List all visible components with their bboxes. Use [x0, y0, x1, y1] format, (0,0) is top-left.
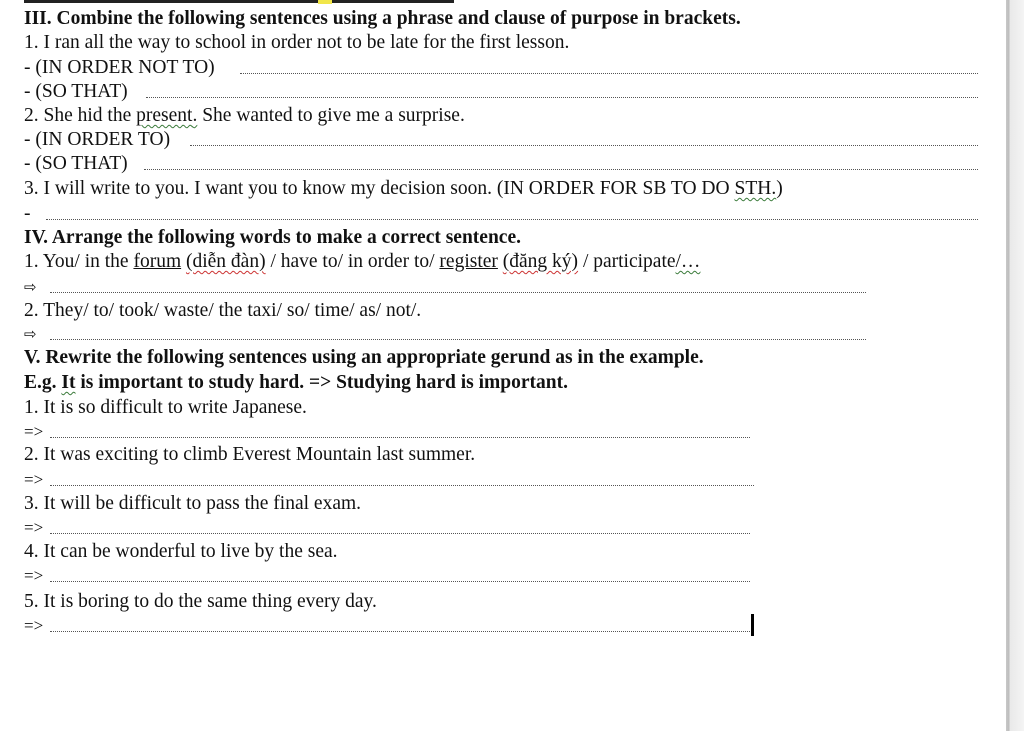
q3-text-end: )	[776, 178, 783, 199]
answer-line[interactable]	[50, 485, 754, 486]
grammar-flagged-word: It	[61, 372, 76, 393]
spelling-flagged-vietnamese: (đăng ký)	[502, 251, 579, 272]
text-cursor	[751, 614, 754, 636]
answer-line[interactable]	[144, 169, 978, 170]
underlined-word-forum: forum	[133, 251, 182, 272]
answer-line[interactable]	[240, 73, 978, 74]
answer-line[interactable]	[190, 145, 978, 146]
s5-question: 5. It is boring to do the same thing every day.	[24, 591, 377, 612]
s3-q1-option-a-label: - (IN ORDER NOT TO)	[24, 57, 215, 78]
section-5-heading: V. Rewrite the following sentences using an appropriate gerund as in the example.	[24, 347, 704, 368]
s5-question: 3. It will be difficult to pass the final exam.	[24, 493, 362, 514]
s5-example	[24, 371, 568, 395]
s5-question: 2. It was exciting to climb Everest Mountain last summer.	[24, 444, 476, 465]
answer-line[interactable]	[50, 581, 750, 582]
s3-question-1: 1. I ran all the way to school in order not to be late for the first lesson.	[24, 32, 570, 53]
grammar-flagged-word: present	[136, 105, 193, 126]
answer-line[interactable]	[146, 97, 978, 98]
section-4-heading: IV. Arrange the following words to make a correct sentence.	[24, 227, 521, 248]
s3-question-3	[24, 177, 783, 201]
example-text: is important to study hard. => Studying hard is important.	[75, 372, 568, 393]
section-3-heading: III. Combine the following sentences using a phrase and clause of purpose in brackets.	[24, 8, 741, 29]
answer-line[interactable]	[50, 533, 750, 534]
example-prefix: E.g.	[24, 372, 62, 393]
arrow-icon: ⇨	[24, 278, 37, 296]
grammar-flagged-punct: .	[192, 105, 198, 126]
text-highlight-mark	[318, 0, 332, 4]
q1-text-start: 1. You/ in the	[24, 251, 134, 272]
answer-line[interactable]	[50, 292, 866, 293]
q1-text-mid: / have to/ in order to/	[265, 251, 440, 272]
s4-question-1	[24, 250, 700, 274]
s5-question: 4. It can be wonderful to live by the sea.	[24, 541, 338, 562]
q2-text-start: 2. She hid the	[24, 105, 137, 126]
q2-text-end: She wanted to give me a surprise.	[197, 105, 465, 126]
grammar-flagged-ending: /…	[675, 251, 701, 272]
answer-arrow: =>	[24, 518, 44, 537]
s5-question: 1. It is so difficult to write Japanese.	[24, 397, 307, 418]
answer-line[interactable]	[50, 339, 866, 340]
answer-arrow: =>	[24, 470, 44, 489]
q1-text-end: / participate	[578, 251, 676, 272]
grammar-flagged-word: STH.	[734, 178, 777, 199]
answer-line[interactable]	[46, 219, 978, 220]
arrow-icon: ⇨	[24, 325, 37, 343]
vertical-scrollbar[interactable]	[1006, 0, 1024, 731]
answer-arrow: =>	[24, 616, 44, 635]
s3-q2-option-b-label: - (SO THAT)	[24, 153, 128, 174]
spelling-flagged-vietnamese: (diễn đàn)	[185, 251, 266, 272]
answer-line[interactable]	[50, 437, 750, 438]
clipped-previous-line	[24, 0, 454, 3]
s3-q3-dash: -	[24, 203, 31, 224]
s4-question-2: 2. They/ to/ took/ waste/ the taxi/ so/ time/ as/ not/.	[24, 300, 422, 321]
s3-q1-option-b-label: - (SO THAT)	[24, 81, 128, 102]
answer-line[interactable]	[50, 631, 750, 632]
s3-question-2	[24, 104, 465, 128]
q3-text-start: 3. I will write to you. I want you to know my decision soon. (IN ORDER FOR SB TO DO	[24, 178, 735, 199]
s3-q2-option-a-label: - (IN ORDER TO)	[24, 129, 171, 150]
answer-arrow: =>	[24, 566, 44, 585]
answer-arrow: =>	[24, 422, 44, 441]
underlined-word-register: register	[439, 251, 498, 272]
